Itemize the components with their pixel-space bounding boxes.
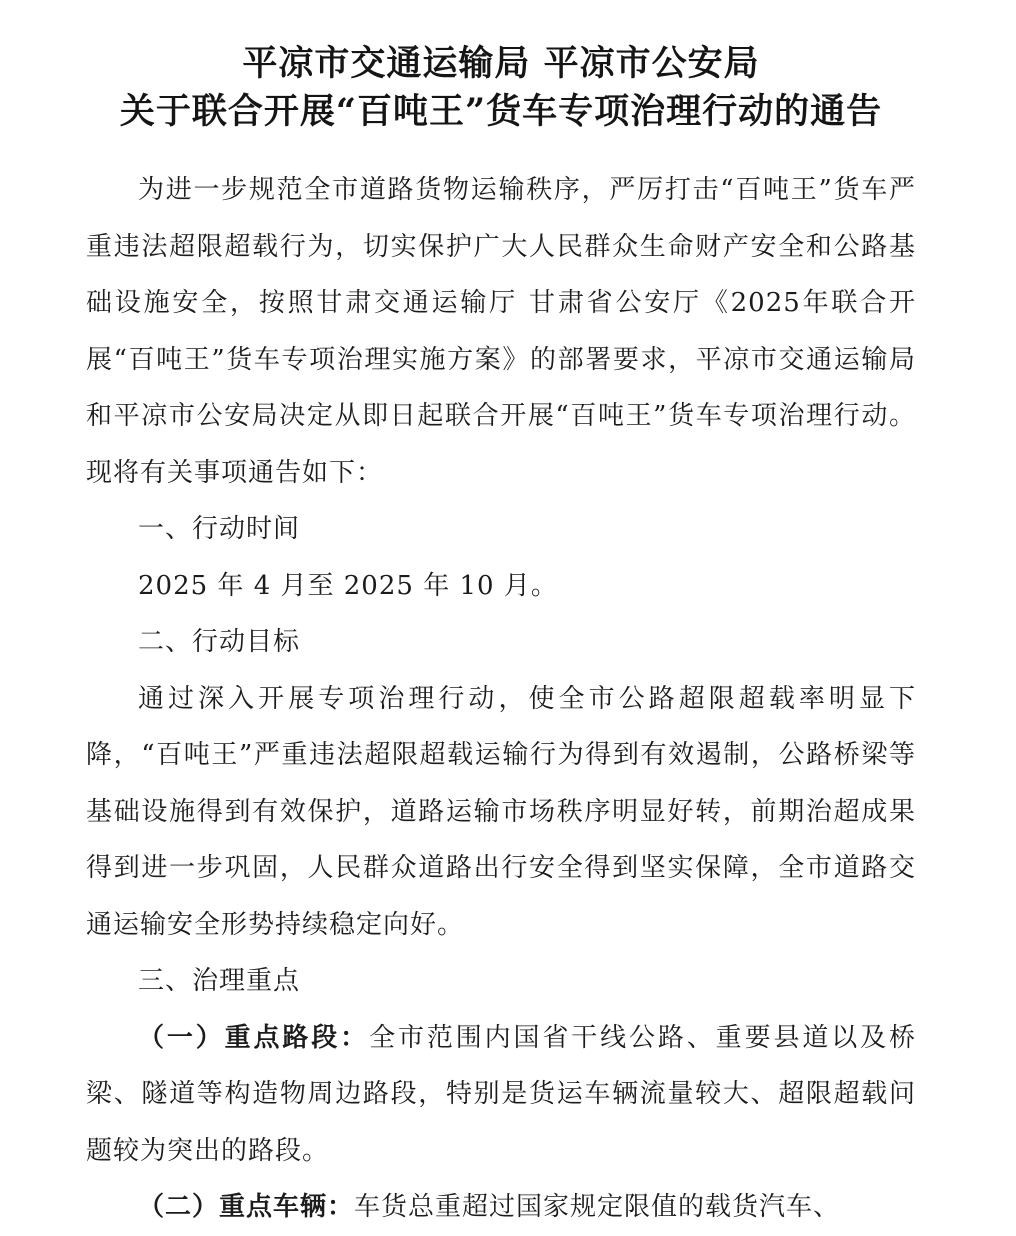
section-body-goal: 通过深入开展专项治理行动，使全市公路超限超载率明显下降，“百吨王”严重违法超限超载运输行为得到有效遏制，公路桥梁等基础设施得到有效保护，道路运输市场秩序明显好转，前期治超成果得到进一步巩固，人民群众道路出行安全得到坚实保障，全市道路交通运输安全形势持续稳定向好。 xyxy=(86,683,916,940)
focus-item-vehicles-label: （二）重点车辆： xyxy=(138,1192,355,1222)
focus-item-vehicles-text: 车货总重超过国家规定限值的载货汽车、 xyxy=(354,1192,841,1222)
focus-item-roads xyxy=(86,1010,916,1180)
title-line-subject: 关于联合开展“百吨王”货车专项治理行动的通告 xyxy=(119,91,883,132)
intro-paragraph: 为进一步规范全市道路货物运输秩序，严厉打击“百吨王”货车严重违法超限超载行为，切实保护广大人民群众生命财产安全和公路基础设施安全，按照甘肃交通运输厅 甘肃省公安厅《2025年联合开展“百吨王”货车专项治理实施方案》的部署要求，平凉市交通运输局和平凉市公安局决定从即日起联合开展“百吨王”货车专项治理行动。现将有关事项通告如下： xyxy=(86,175,916,488)
focus-item-roads-text: 全市范围内国省干线公路、重要县道以及桥梁、隧道等构造物周边路段，特别是货运车辆流量较大、超限超载问题较为突出的路段。 xyxy=(86,1022,916,1166)
focus-item-vehicles xyxy=(86,1179,916,1236)
notice-body xyxy=(86,162,916,1236)
title-line-issuers: 平凉市交通运输局 平凉市公安局 xyxy=(242,43,760,84)
section-heading-goal: 二、行动目标 xyxy=(138,627,301,657)
section-body-time: 2025 年 4 月至 2025 年 10 月。 xyxy=(138,570,558,601)
section-heading-time: 一、行动时间 xyxy=(138,514,301,544)
notice-title xyxy=(86,40,916,136)
focus-item-roads-label: （一）重点路段： xyxy=(138,1022,370,1053)
section-heading-focus: 三、治理重点 xyxy=(138,966,301,996)
